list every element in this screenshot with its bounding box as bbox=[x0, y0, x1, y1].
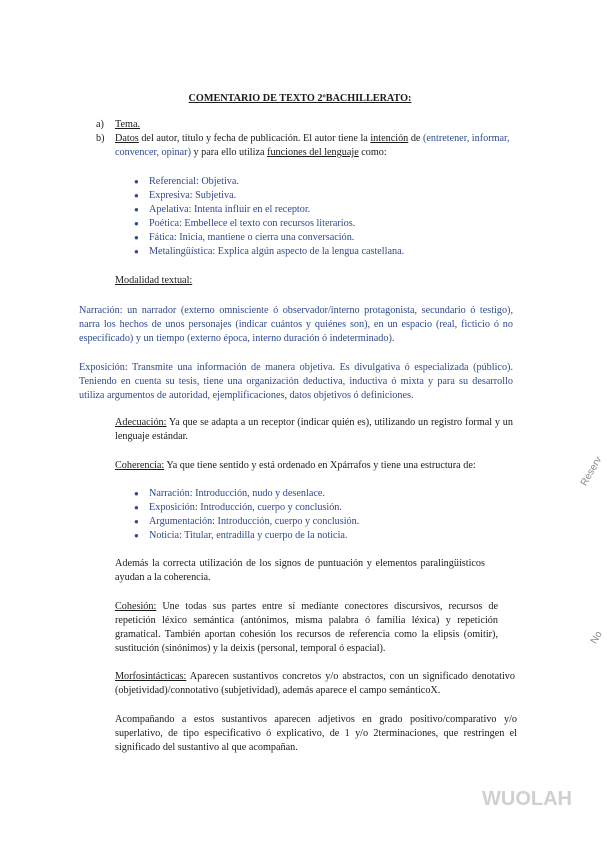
list-item: ● Exposición: Introducción, cuerpo y conclusión. bbox=[134, 501, 534, 515]
list-item: ● Narración: Introducción, nudo y desenlace. bbox=[134, 487, 534, 501]
modalidad-heading: Modalidad textual: bbox=[115, 275, 193, 286]
ademas-paragraph: Además la correcta utilización de los signos de puntuación y elementos paralingüísticos ayudan a la coherencia. bbox=[115, 558, 485, 583]
list-item: ● Argumentación: Introducción, cuerpo y conclusión. bbox=[134, 515, 534, 529]
estructuras-list bbox=[134, 487, 534, 543]
exposicion-paragraph: Exposición: Transmite una información de manera objetiva. Es divulgativa ó especializada (público). Teniendo en cuenta su tesis, tiene una organización deductiva, inductiva ó mixta y para su desarrollo utiliza argumentos de autoridad, ejemplificaciones, datos objetivos ó definiciones. bbox=[79, 362, 513, 401]
coherencia-text: Ya que tiene sentido y está ordenado en Xpárrafos y tiene una estructura de: bbox=[164, 460, 476, 471]
side-watermark-reserv: Reserv bbox=[578, 455, 605, 488]
adecuacion-text: Ya que se adapta a un receptor (indicar quién es), utilizando un registro formal y un lenguaje estándar. bbox=[115, 417, 513, 442]
list-item: ● Fática: Inicia, mantiene o cierra una conversación. bbox=[134, 231, 534, 245]
funciones-term: funciones del lenguaje bbox=[267, 147, 359, 158]
list-item: ● Expresiva: Subjetiva. bbox=[134, 189, 534, 203]
morfosintacticas-label: Morfosintácticas: bbox=[115, 671, 187, 682]
list-item: ● Poética: Embellece el texto con recursos literarios. bbox=[134, 217, 534, 231]
document-title: COMENTARIO DE TEXTO 2ºBACHILLERATO: bbox=[188, 93, 412, 104]
adecuacion-label: Adecuación: bbox=[115, 417, 167, 428]
text-run: y para ello utiliza bbox=[190, 147, 268, 158]
list-marker: b) bbox=[96, 133, 105, 144]
text-run: de bbox=[408, 133, 423, 144]
datos-term: Datos bbox=[115, 133, 139, 144]
list-item: ● Noticia: Titular, entradilla y cuerpo de la noticia. bbox=[134, 529, 534, 543]
list-item-b bbox=[96, 132, 516, 160]
wuolah-logo: WUOLAH bbox=[482, 788, 572, 810]
adecuacion-paragraph bbox=[115, 416, 513, 444]
list-item: ● Referencial: Objetiva. bbox=[134, 175, 534, 189]
list-item: ● Apelativa: Intenta influir en el receptor. bbox=[134, 203, 534, 217]
morfosintacticas-paragraph bbox=[115, 670, 515, 698]
text-run: del autor, título y fecha de publicación. El autor tiene la bbox=[138, 133, 371, 144]
funciones-list bbox=[134, 175, 534, 259]
list-item-a bbox=[96, 118, 516, 132]
list-item: ● Metalingüística: Explica algún aspecto de la lengua castellana. bbox=[134, 245, 534, 259]
cohesion-paragraph bbox=[115, 600, 498, 656]
cohesion-label: Cohesión: bbox=[115, 601, 157, 612]
intencion-options: (entretener, informar, convencer, opinar) bbox=[115, 133, 510, 158]
narracion-paragraph: Narración: un narrador (externo omnisciente ó observador/interno protagonista, secundario ó testigo), narra los hechos de unos personajes (indicar cuántos y quiénes son), en un espacio (real, ficticio ó no especificado) y un tiempo (externo época, interno duración ó indeterminado). bbox=[79, 305, 513, 344]
cohesion-text: Une todas sus partes entre sí mediante conectores discursivos, recursos de repetición léxico semántica (antónimos, misma palabra ó familia léxica) y repetición gramatical. También aportan cohesión los recursos de referencia como la elipsis (omitir), sustitución (sinónimos) y la deixis (personal, temporal ó espacial). bbox=[115, 601, 498, 654]
text-run: como: bbox=[358, 147, 387, 158]
coherencia-label: Coherencia: bbox=[115, 460, 165, 471]
tema-label: Tema. bbox=[115, 119, 141, 130]
acompanando-paragraph: Acompañando a estos sustantivos aparecen adjetivos en grado positivo/comparativo y/o superlativo, de tipo especificativo ó explicativo, de 1 y/o 2terminaciones, que restringen el significado del sustantivo al que acompañan. bbox=[115, 714, 517, 753]
intencion-term: intención bbox=[370, 133, 409, 144]
coherencia-paragraph bbox=[115, 459, 525, 473]
outline-list bbox=[96, 118, 516, 160]
list-marker: a) bbox=[96, 119, 104, 130]
list-item-b-text bbox=[115, 132, 516, 160]
morfosintacticas-text: Aparecen sustantivos concretos y/o abstractos, con un significado denotativo (objetividad)/connotativo (subjetividad), además aparece el campo semánticoX. bbox=[115, 671, 515, 696]
side-watermark-no: No bbox=[588, 629, 605, 646]
